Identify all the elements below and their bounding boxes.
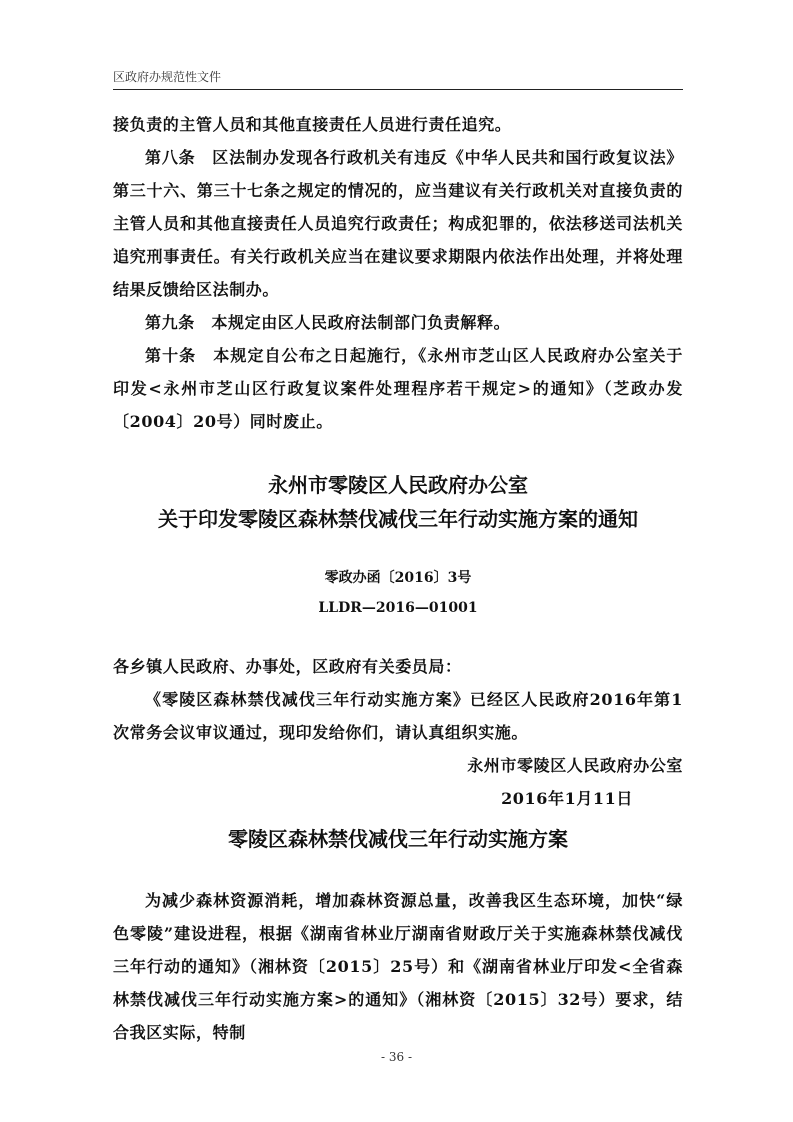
article-nine: 第九条 本规定由区人民政府法制部门负责解释。 xyxy=(145,313,511,332)
plan-title: 零陵区森林禁伐减伐三年行动实施方案 xyxy=(228,827,568,851)
addressee: 各乡镇人民政府、办事处，区政府有关委员局： xyxy=(113,657,462,676)
registration-code: LLDR—2016—01001 xyxy=(318,600,478,616)
top-section xyxy=(113,108,683,438)
notice-title-line2: 关于印发零陵区森林禁伐减伐三年行动实施方案的通知 xyxy=(158,507,638,531)
article-eight: 第八条 区法制办发现各行政机关有违反《中华人民共和国行政复议法》第三十六、第三十七条之规定的情况的，应当建议有关行政机关对直接负责的主管人员和其他直接责任人员追究行政责任；构成犯罪的，依法移送司法机关追究刑事责任。有关行政机关应当在建议要求期限内依法作出处理，并将处理结果反馈给区法制办。 xyxy=(113,148,683,299)
running-header: 区政府办规范性文件 xyxy=(113,68,683,90)
article-ten: 第十条 本规定自公布之日起施行，《永州市芝山区人民政府办公室关于印发<永州市芝山区行政复议案件处理程序若干规定>的通知》（芝政办发〔2004〕20号）同时废止。 xyxy=(113,346,683,431)
notice-title-line1: 永州市零陵区人民政府办公室 xyxy=(268,473,528,497)
page-number: - 36 - xyxy=(380,1050,412,1064)
notice-text: 《零陵区森林禁伐减伐三年行动实施方案》已经区人民政府2016年第1次常务会议审议通过，现印发给你们，请认真组织实施。 xyxy=(113,690,683,742)
document-number: 零政办函〔2016〕3号 xyxy=(324,570,472,586)
plan-body xyxy=(113,884,683,1049)
signature-organization: 永州市零陵区人民政府办公室 xyxy=(467,756,683,775)
notice-body xyxy=(113,650,683,815)
continued-paragraph: 接负责的主管人员和其他直接责任人员进行责任追究。 xyxy=(113,115,512,134)
document-numbers xyxy=(113,563,683,623)
signature-date: 2016年1月11日 xyxy=(501,789,633,808)
plan-intro: 为减少森林资源消耗，增加森林资源总量，改善我区生态环境，加快“绿色零陵”建设进程，根据《湖南省林业厅湖南省财政厅关于实施森林禁伐减伐三年行动的通知》（湘林资〔2015〕25号）和《湖南省林业厅印发<全省森林禁伐减伐三年行动实施方案>的通知》（湘林资〔2015〕32号）要求，结合我区实际，特制 xyxy=(113,891,683,1042)
notice-title xyxy=(113,468,683,536)
